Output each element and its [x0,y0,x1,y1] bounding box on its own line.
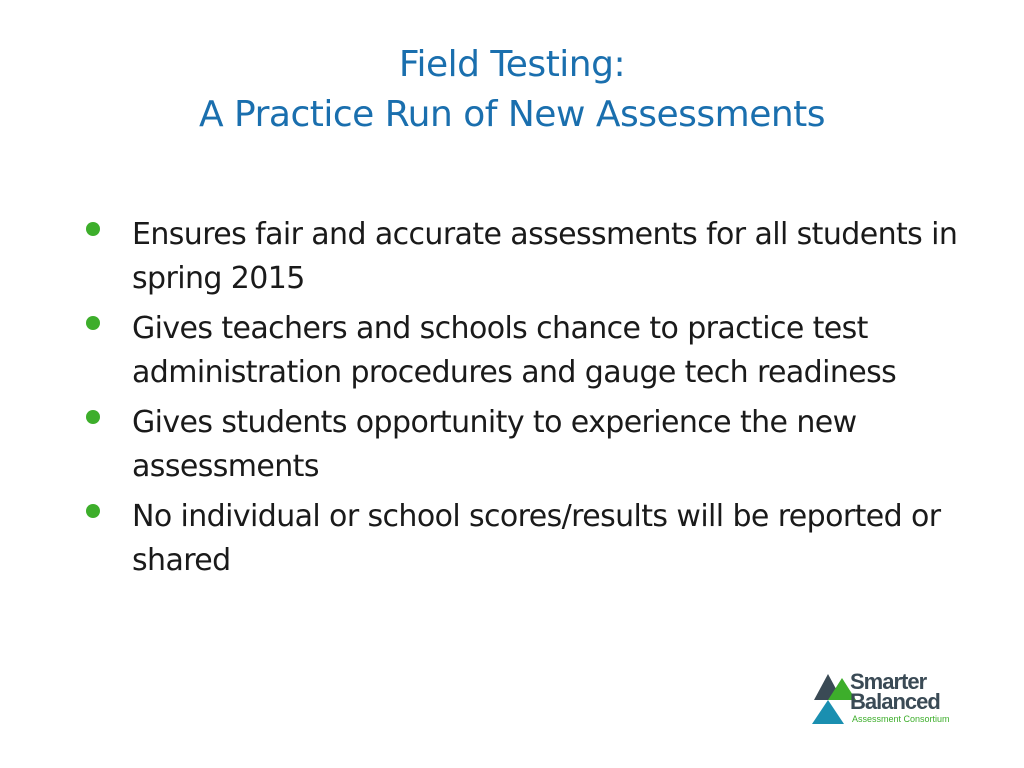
bullet-list [84,213,974,589]
bullet-dot-icon [86,410,100,424]
bullet-text: Gives students opportunity to experience the new assessments [132,405,857,484]
bullet-dot-icon [86,316,100,330]
bullet-text: Gives teachers and schools chance to practice test administration procedures and gauge tech readiness [132,311,897,390]
title-line-1: Field Testing: [398,44,626,85]
bullet-item [84,213,974,301]
bullet-text: Ensures fair and accurate assessments for all students in spring 2015 [132,217,958,296]
bullet-item [84,495,974,583]
slide-title [0,40,1024,140]
bullet-dot-icon [86,222,100,236]
title-line-2: A Practice Run of New Assessments [198,94,826,135]
bullet-text: No individual or school scores/results will be reported or shared [132,499,941,578]
bullet-item [84,401,974,489]
logo-subtitle: Assessment Consortium [852,714,950,724]
logo-word-balanced: Balanced [850,689,940,714]
logo-word-smarter: Smarter [850,669,927,694]
bullet-dot-icon [86,504,100,518]
bullet-item [84,307,974,395]
smarter-balanced-logo [810,670,990,730]
